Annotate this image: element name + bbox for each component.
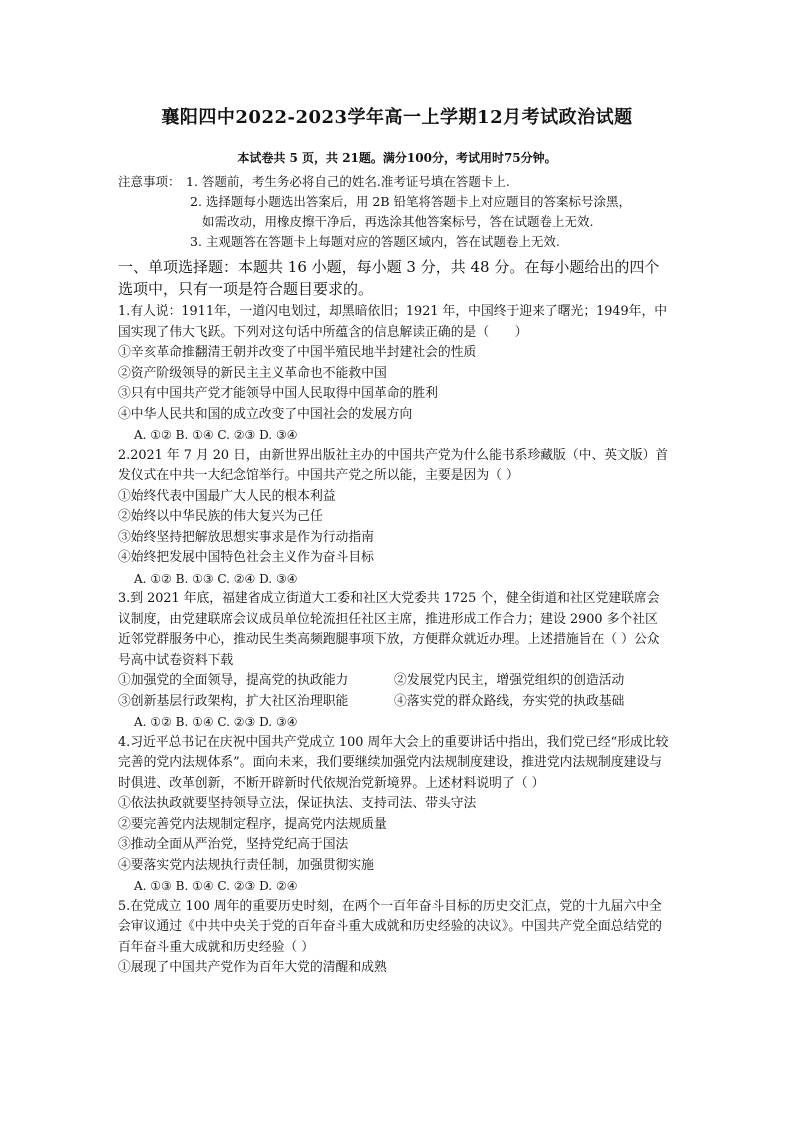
question-stem: 3.到 2021 年底，福建省成立街道大工委和社区大党委共 1725 个，健全街道和社区党建联席会议制度，由党建联席会议成员单位轮流担任社区主席，推进形成工作合力；建设 2900 多个社区近邻党群服务中心，推动民生类高频跑腿事项下放，方便群众就近办理。上述措施旨在（ ）公众号高中试卷资料下载 xyxy=(118,591,660,668)
question-stem: 1.有人说：1911年，一道闪电划过，却黑暗依旧；1921 年，中国终于迎来了曙光；1949年，中国实现了伟大飞跃。下列对这句话中所蕴含的信息解读正确的是（ ） xyxy=(118,304,668,340)
page-title: 襄阳四中2022-2023学年高一上学期12月考试政治试题 xyxy=(161,107,633,128)
option-1: ①展现了中国共产党作为百年大党的清醒和成熟 xyxy=(118,960,387,975)
answer-choices: A. ①② B. ①④ C. ②③ D. ③④ xyxy=(134,715,298,729)
note-item-2a: 2. 选择题每小题选出答案后，用 2B 铅笔将答题卡上对应题目的答案标号涂黑， xyxy=(190,194,631,209)
option-4: ④中华人民共和国的成立改变了中国社会的发展方向 xyxy=(118,406,413,422)
question-5 xyxy=(118,897,670,979)
questions xyxy=(118,256,670,979)
option-4: ④要落实党内法规执行责任制，加强贯彻实施 xyxy=(118,857,374,873)
question-stem: 2.2021 年 7 月 20 日，由新世界出版社主办的中国共产党为什么能书系珍藏版（中、英文版）首发仪式在中共一大纪念馆举行。中国共产党之所以能，主要是因为（ ） xyxy=(118,447,669,483)
option-1: ①始终代表中国最广大人民的根本利益 xyxy=(118,488,336,504)
question-4 xyxy=(118,733,670,897)
option-3: ③只有中国共产党才能领导中国人民取得中国革命的胜利 xyxy=(118,386,438,401)
option-1: ①辛亥革命推翻清王朝并改变了中国半殖民地半封建社会的性质 xyxy=(118,345,477,360)
option-1: ①依法执政就要坚持领导立法，保证执法、支持司法、带头守法 xyxy=(118,796,477,811)
question-2 xyxy=(118,446,670,590)
option-2: ②始终以中华民族的伟大复兴为己任 xyxy=(118,509,323,524)
answer-choices: A. ①② B. ①③ C. ②④ D. ③④ xyxy=(134,571,298,586)
option-3: ③推动全面从严治党，坚持党纪高于国法 xyxy=(118,837,349,852)
question-stem: 4.习近平总书记在庆祝中国共产党成立 100 周年大会上的重要讲话中指出，我们党已经“形成比较完善的党内法规体系”。面向未来，我们要继续加强党内法规制度建设，推进党内法规制度建设与时俱进、改革创新，不断开辟新时代依规治党新境界。上述材料说明了（ ） xyxy=(118,734,669,791)
exam-info: 本试卷共 5 页，共 21题。满分100分，考试用时75分钟。 xyxy=(237,151,557,165)
notes-section xyxy=(118,172,678,252)
option-4: ④落实党的群众路线，夯实党的执政基础 xyxy=(394,693,625,709)
notes-label: 注意事项： xyxy=(118,174,181,189)
question-3 xyxy=(118,589,670,733)
question-1 xyxy=(118,302,670,446)
note-item-3: 3. 主观题答在答题卡上每题对应的答题区域内，答在试题卷上无效. xyxy=(190,234,560,249)
question-stem: 5.在党成立 100 周年的重要历史时刻，在两个一百年奋斗目标的历史交汇点，党的十九届六中全会审议通过《中共中央关于党的百年奋斗重大成就和历史经验的决议》。中国共产党全面总结党的百年奋斗重大成就和历史经验（ ） xyxy=(118,898,662,955)
note-item-1: 1. 答题前，考生务必将自己的姓名.准考证号填在答题卡上. xyxy=(186,174,510,189)
answer-choices: A. ①② B. ①④ C. ②③ D. ③④ xyxy=(134,428,298,442)
answer-choices: A. ①③ B. ①④ C. ②③ D. ②④ xyxy=(134,879,298,893)
option-3: ③始终坚持把解放思想实事求是作为行动指南 xyxy=(118,529,374,545)
option-1: ①加强党的全面领导，提高党的执政能力 xyxy=(118,673,349,688)
note-item-2b: 如需改动，用橡皮擦干净后，再选涂其他答案标号，答在试题卷上无效. xyxy=(202,214,594,229)
option-2: ②发展党内民主，增强党组织的创造活动 xyxy=(394,673,625,688)
option-2: ②要完善党内法规制定程序，提高党内法规质量 xyxy=(118,816,387,832)
option-2: ②资产阶级领导的新民主主义革命也不能救中国 xyxy=(118,365,387,381)
option-4: ④始终把发展中国特色社会主义作为奋斗目标 xyxy=(118,550,374,565)
section-heading: 一、单项选择题：本题共 16 小题，每小题 3 分，共 48 分。在每小题给出的四个选项中，只有一项是符合题目要求的。 xyxy=(118,258,660,298)
option-3: ③创新基层行政架构，扩大社区治理职能 xyxy=(118,693,349,709)
